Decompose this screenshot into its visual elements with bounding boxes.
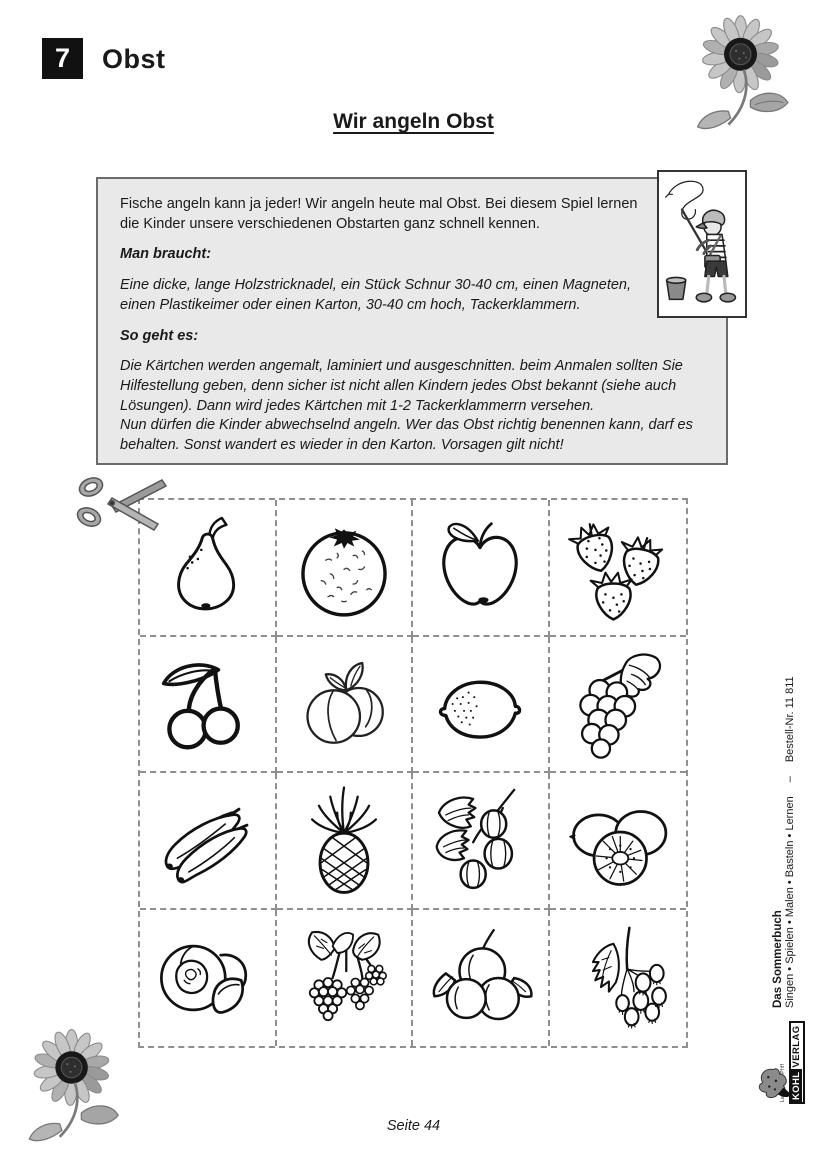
divider: –: [784, 776, 796, 783]
plums-icon: [423, 921, 537, 1035]
fruit-card-cherries: [140, 637, 277, 774]
fruit-card-lemon: [413, 637, 550, 774]
chapter-number-box: [42, 38, 83, 79]
sunflower-icon: [12, 1022, 142, 1154]
intro-text: Fische angeln kann ja jeder! Wir angeln heute mal Obst. Bei diesem Spiel lernen die Kinder unsere verschiedenen Obstarten ganz schnell kennen.: [120, 196, 638, 232]
footer-page-number: Seite 44: [386, 1118, 441, 1134]
currants-icon: [561, 921, 675, 1035]
publisher-name-primary: KOHL: [791, 1071, 802, 1100]
cut-grid: [138, 498, 688, 1048]
fruit-card-orange: [277, 500, 414, 637]
fruit-card-apricots: [277, 637, 414, 774]
book-subtitle-line: [784, 648, 796, 1008]
publisher-name-secondary: VERLAG: [791, 1025, 802, 1068]
chapter-title: Obst: [102, 44, 166, 74]
scissors-icon: [74, 472, 168, 538]
gooseberries-icon: [423, 783, 537, 897]
pineapple-icon: [287, 783, 401, 897]
blackberries-icon: [287, 921, 401, 1035]
fruit-card-strawberries: [550, 500, 687, 637]
peach-icon: [150, 921, 264, 1035]
apple-icon: [423, 510, 537, 624]
lemon-icon: [423, 647, 537, 761]
fruit-card-currants: [550, 910, 687, 1047]
fruit-card-plums: [413, 910, 550, 1047]
fruit-card-kiwi: [550, 773, 687, 910]
book-info-sidebar: [772, 648, 796, 1008]
fruit-card-apple: [413, 500, 550, 637]
steps-label: So geht es:: [120, 327, 199, 344]
book-subtitle: Singen • Spielen • Malen • Basteln • Lernen: [784, 796, 796, 1008]
fruit-card-grapes: [550, 637, 687, 774]
fruit-card-pineapple: [277, 773, 414, 910]
fruit-card-bananas: [140, 773, 277, 910]
steps-text: [120, 357, 708, 456]
kiwi-icon: [561, 783, 675, 897]
instruction-box: [96, 177, 728, 465]
book-title: Das Sommerbuch: [772, 910, 784, 1008]
steps-paragraph: Die Kärtchen werden angemalt, laminiert und ausgeschnitten. beim Anmalen sollten Sie Hilfestellung geben, denn sicher ist nicht allen Kindern jedes Obst bekannt (siehe auch Lösungen). Dann wird jedes Kärtchen mit 1-2 Tackerklammerrn versehen.: [120, 358, 683, 414]
materials-text: Eine dicke, lange Holzstricknadel, ein Stück Schnur 30-40 cm, einen Magneten, einen Plastikeimer oder einen Karton, 30-40 cm hoch, Tackerklammern.: [120, 277, 632, 313]
raven-mascot-icon: [755, 1060, 793, 1102]
cherries-icon: [150, 647, 264, 761]
steps-paragraph: Nun dürfen die Kinder abwechselnd angeln. Wer das Obst richtig benennen kann, darf es behalten. Sonst wandert es wieder in den Karton. Vorsagen gilt nicht!: [120, 417, 693, 454]
materials-label: Man braucht:: [120, 246, 212, 263]
chapter-number: 7: [54, 43, 71, 73]
worksheet-heading: Wir angeln Obst: [333, 110, 494, 133]
bananas-icon: [150, 783, 264, 897]
apricots-icon: [287, 647, 401, 761]
order-number: Bestell-Nr. 11 811: [784, 676, 796, 763]
boy-fishing-illustration: [657, 170, 747, 318]
strawberries-icon: [561, 510, 675, 624]
orange-icon: [287, 510, 401, 624]
fruit-card-peach: [140, 910, 277, 1047]
fruit-card-blackberries: [277, 910, 414, 1047]
fruit-card-gooseberries: [413, 773, 550, 910]
grapes-icon: [561, 647, 675, 761]
